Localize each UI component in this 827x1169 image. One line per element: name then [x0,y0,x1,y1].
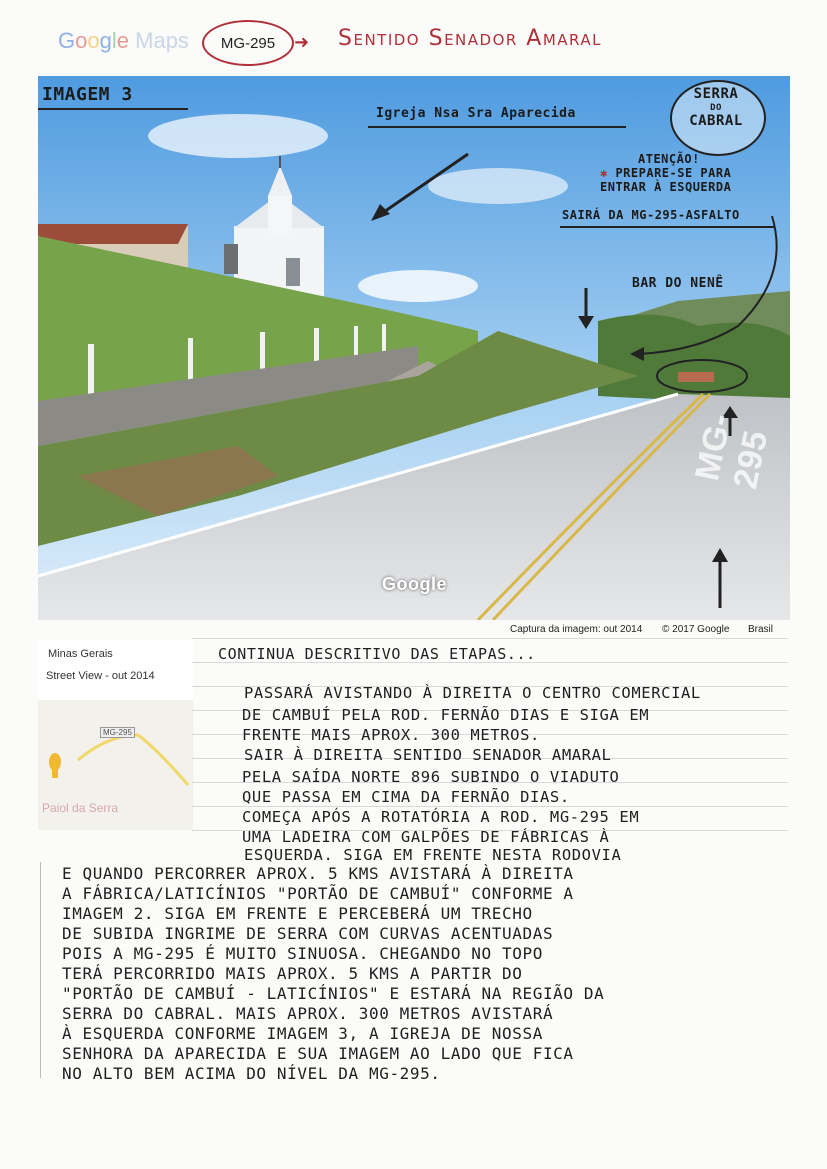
direction-title: Sentido Senador Amaral [338,26,602,51]
description-line: FRENTE MAIS APROX. 300 METROS. [242,726,540,744]
map-road-badge: MG-295 [100,727,135,738]
capture-date: Captura da imagem: out 2014 [510,624,643,635]
road-marking: MG-295 [688,409,776,493]
exit-note-underline [560,226,774,228]
description-line: NO ALTO BEM ACIMA DO NÍVEL DA MG-295. [62,1064,441,1083]
description-line: POIS A MG-295 É MUITO SINUOSA. CHEGANDO NO TOPO [62,944,543,963]
image-label: IMAGEM 3 [42,84,133,105]
description-line: COMEÇA APÓS A ROTATÓRIA A ROD. MG-295 EM [242,808,640,826]
exit-note: SAIRÁ DA MG-295-ASFALTO [562,208,740,222]
map-place-label: Paiol da Serra [42,801,119,815]
church-label: Igreja Nsa Sra Aparecida [376,106,576,121]
description-line: DE CAMBUÍ PELA ROD. FERNÃO DIAS E SIGA EM [242,706,650,724]
church-label-underline [368,126,626,128]
google-watermark: Google [382,574,447,594]
street-view-photo [38,76,790,620]
description-line: SERRA DO CABRAL. MAIS APROX. 300 METROS AVISTARÁ [62,1004,554,1023]
description-line: IMAGEM 2. SIGA EM FRENTE E PERCEBERÁ UM TRECHO [62,904,533,923]
image-label-underline [38,108,188,110]
description-line: QUE PASSA EM CIMA DA FERNÃO DIAS. [242,788,570,806]
copyright: © 2017 Google [662,624,730,635]
description-line: DE SUBIDA INGRIME DE SERRA COM CURVAS ACENTUADAS [62,924,554,943]
margin-line [40,862,41,1078]
description-line: "PORTÃO DE CAMBUÍ - LATICÍNIOS" E ESTARÁ NA REGIÃO DA [62,984,605,1003]
description-line: A FÁBRICA/LATICÍNIOS "PORTÃO DE CAMBUÍ" CONFORME A [62,884,574,903]
bar-label: BAR DO NENÊ [632,276,724,291]
description-line: E QUANDO PERCORRER APROX. 5 KMS AVISTARÁ À DIREITA [62,864,574,883]
description-line: PASSARÁ AVISTANDO À DIREITA O CENTRO COMERCIAL [244,684,701,702]
description-line: SENHORA DA APARECIDA E SUA IMAGEM AO LADO QUE FICA [62,1044,574,1063]
route-label: MG-295 [220,34,276,52]
description-line: PELA SAÍDA NORTE 896 SUBINDO O VIADUTO [242,768,620,786]
google-maps-logo: Google Maps [58,28,189,53]
map-region: Minas Gerais [48,648,113,660]
description-line: À ESQUERDA CONFORME IMAGEM 3, A IGREJA DE NOSSA [62,1024,543,1043]
description-line: UMA LADEIRA COM GALPÕES DE FÁBRICAS À [242,828,610,846]
description-line: SAIR À DIREITA SENTIDO SENADOR AMARAL [244,746,612,764]
country: Brasil [748,624,774,635]
asterisk-icon: ✱ [600,166,616,180]
arrow-right-icon: ➜ [294,32,310,53]
attention-note: ATENÇÃO! ✱ PREPARE-SE PARA ENTRAR À ESQUERDA [600,152,732,194]
description-line: ESQUERDA. SIGA EM FRENTE NESTA RODOVIA [244,846,622,864]
description-title: CONTINUA DESCRITIVO DAS ETAPAS... [218,645,536,663]
image-caption-bar [38,620,790,638]
street-view-date: Street View - out 2014 [46,670,155,682]
page-header [0,0,827,70]
serra-label: SERRA DO CABRAL [689,86,743,129]
description-line: TERÁ PERCORRIDO MAIS APROX. 5 KMS A PARTIR DO [62,964,523,983]
route-badge [202,20,294,66]
street-view-map-panel [38,640,193,830]
